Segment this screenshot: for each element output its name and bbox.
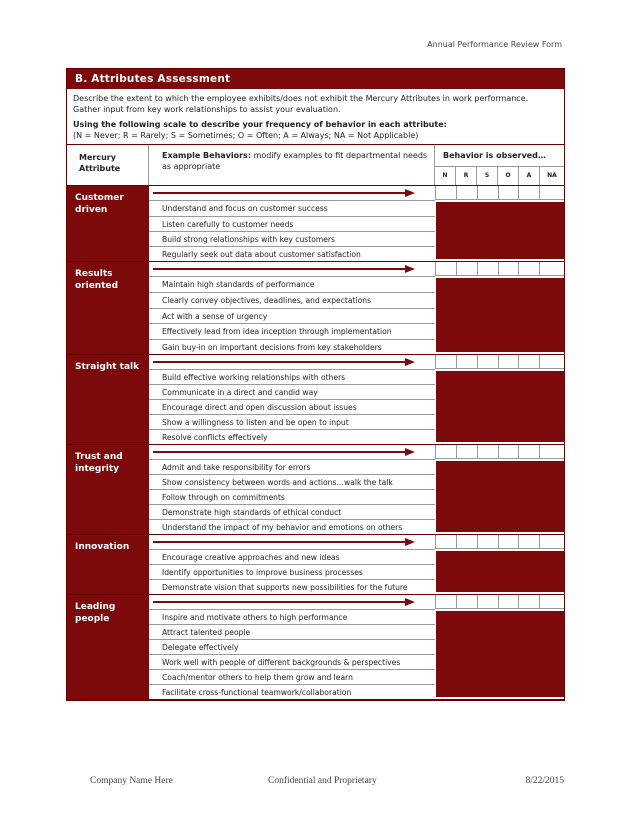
attribute-group: [67, 355, 564, 445]
rating-boxes: [435, 355, 564, 369]
attribute-header-line2: Attribute: [79, 164, 121, 173]
right-arrow-icon: [153, 265, 415, 273]
attribute-groups: [67, 186, 564, 700]
attribute-column-header: [67, 145, 149, 185]
right-arrow-icon: [153, 448, 415, 456]
rating-checkbox-r[interactable]: [456, 262, 477, 276]
rating-shaded-area: [436, 461, 564, 532]
behavior-row: Demonstrate vision that supports new possibilities for the future: [149, 579, 435, 594]
rating-checkbox-n[interactable]: [435, 445, 456, 459]
rating-checkbox-o[interactable]: [498, 186, 519, 200]
rating-checkbox-n[interactable]: [435, 262, 456, 276]
behavior-row: Facilitate cross-functional teamwork/collaboration: [149, 684, 435, 699]
arrow-row: [149, 595, 435, 609]
rating-checkbox-s[interactable]: [477, 186, 498, 200]
rating-area: [435, 355, 564, 444]
attribute-label: Innovation: [67, 535, 149, 594]
behavior-row: Delegate effectively: [149, 639, 435, 654]
form-title: Annual Performance Review Form: [427, 40, 562, 49]
rating-shaded-area: [436, 551, 564, 592]
column-headers: [67, 145, 564, 186]
behavior-row: Maintain high standards of performance: [149, 276, 435, 292]
rating-area: [435, 186, 564, 261]
footer-company: Company Name Here: [90, 776, 173, 786]
attribute-label: Customer driven: [67, 186, 149, 261]
behavior-row: Show a willingness to listen and be open to input: [149, 414, 435, 429]
behaviors-header-label: Example Behaviors:: [162, 151, 252, 160]
scale-header-s: S: [477, 167, 498, 185]
behavior-row: Build strong relationships with key customers: [149, 231, 435, 246]
rating-checkbox-r[interactable]: [456, 595, 477, 609]
rating-checkbox-o[interactable]: [498, 595, 519, 609]
behavior-row: Regularly seek out data about customer satisfaction: [149, 246, 435, 261]
attribute-group: [67, 595, 564, 700]
rating-checkbox-o[interactable]: [498, 355, 519, 369]
scale-legend: (N = Never; R = Rarely; S = Sometimes; O = Often; A = Always; NA = Not Applicable): [73, 130, 419, 140]
rating-checkbox-na[interactable]: [539, 355, 564, 369]
behavior-row: Build effective working relationships with others: [149, 369, 435, 384]
behavior-row: Clearly convey objectives, deadlines, and expectations: [149, 292, 435, 308]
section-title: B. Attributes Assessment: [67, 69, 564, 89]
rating-area: [435, 595, 564, 699]
right-arrow-icon: [153, 538, 415, 546]
rating-checkbox-a[interactable]: [518, 355, 539, 369]
footer-confidential: Confidential and Proprietary: [268, 776, 377, 786]
rating-checkbox-r[interactable]: [456, 186, 477, 200]
rating-checkbox-n[interactable]: [435, 186, 456, 200]
rating-boxes: [435, 445, 564, 459]
attributes-assessment-form: [66, 68, 565, 701]
rating-checkbox-o[interactable]: [498, 445, 519, 459]
observed-header-title: Behavior is observed…: [435, 145, 564, 167]
attribute-label: Results oriented: [67, 262, 149, 354]
rating-shaded-area: [436, 278, 564, 352]
rating-checkbox-o[interactable]: [498, 262, 519, 276]
rating-checkbox-o[interactable]: [498, 535, 519, 549]
arrow-row: [149, 355, 435, 369]
rating-area: [435, 445, 564, 534]
scale-heading: Using the following scale to describe your frequency of behavior in each attribute:: [73, 120, 447, 129]
section-description: Describe the extent to which the employee exhibits/does not exhibit the Mercury Attributes in work performance. Gather input from key work relationships to assist your evaluation.: [73, 94, 529, 114]
behavior-row: Resolve conflicts effectively: [149, 429, 435, 444]
behavior-row: Listen carefully to customer needs: [149, 216, 435, 231]
rating-checkbox-n[interactable]: [435, 595, 456, 609]
behavior-row: Demonstrate high standards of ethical conduct: [149, 504, 435, 519]
behavior-row: Encourage creative approaches and new ideas: [149, 549, 435, 564]
behaviors-column-header: [149, 145, 435, 185]
behaviors-list: [149, 445, 435, 534]
behavior-row: Work well with people of different backgrounds & perspectives: [149, 654, 435, 669]
page-footer: [90, 776, 564, 786]
behaviors-list: [149, 355, 435, 444]
scale-header-a: A: [519, 167, 540, 185]
rating-checkbox-a[interactable]: [518, 595, 539, 609]
rating-checkbox-na[interactable]: [539, 186, 564, 200]
rating-area: [435, 535, 564, 594]
behaviors-list: [149, 595, 435, 699]
right-arrow-icon: [153, 189, 415, 197]
rating-checkbox-a[interactable]: [518, 186, 539, 200]
behavior-row: Follow through on commitments: [149, 489, 435, 504]
behavior-row: Understand the impact of my behavior and emotions on others: [149, 519, 435, 534]
rating-checkbox-r[interactable]: [456, 535, 477, 549]
rating-checkbox-s[interactable]: [477, 355, 498, 369]
footer-date: 8/22/2015: [525, 776, 564, 786]
rating-checkbox-a[interactable]: [518, 262, 539, 276]
behavior-row: Encourage direct and open discussion about issues: [149, 399, 435, 414]
rating-checkbox-na[interactable]: [539, 445, 564, 459]
rating-checkbox-a[interactable]: [518, 535, 539, 549]
behaviors-list: [149, 186, 435, 261]
behaviors-list: [149, 262, 435, 354]
rating-checkbox-na[interactable]: [539, 595, 564, 609]
rating-checkbox-s[interactable]: [477, 445, 498, 459]
behavior-row: Identify opportunities to improve business processes: [149, 564, 435, 579]
attribute-group: [67, 186, 564, 262]
rating-boxes: [435, 595, 564, 609]
rating-boxes: [435, 186, 564, 200]
rating-shaded-area: [436, 611, 564, 697]
rating-area: [435, 262, 564, 354]
rating-checkbox-r[interactable]: [456, 355, 477, 369]
right-arrow-icon: [153, 358, 415, 366]
scale-header: [435, 167, 564, 185]
scale-header-na: NA: [547, 172, 557, 179]
rating-boxes: [435, 262, 564, 276]
rating-checkbox-s[interactable]: [477, 595, 498, 609]
behavior-row: Understand and focus on customer success: [149, 200, 435, 216]
rating-checkbox-n[interactable]: [435, 355, 456, 369]
behaviors-list: [149, 535, 435, 594]
rating-checkbox-a[interactable]: [518, 445, 539, 459]
rating-shaded-area: [436, 371, 564, 442]
attribute-label: Leading people: [67, 595, 149, 699]
behavior-row: Gain buy-in on important decisions from key stakeholders: [149, 339, 435, 354]
observed-column-header: [435, 145, 564, 185]
rating-checkbox-s[interactable]: [477, 262, 498, 276]
rating-checkbox-s[interactable]: [477, 535, 498, 549]
behavior-row: Communicate in a direct and candid way: [149, 384, 435, 399]
rating-checkbox-na[interactable]: [539, 262, 564, 276]
behavior-row: Act with a sense of urgency: [149, 308, 435, 323]
behavior-row: Attract talented people: [149, 624, 435, 639]
behavior-row: Inspire and motivate others to high performance: [149, 609, 435, 624]
rating-checkbox-na[interactable]: [539, 535, 564, 549]
right-arrow-icon: [153, 598, 415, 606]
behavior-row: Admit and take responsibility for errors: [149, 459, 435, 474]
attribute-label: Straight talk: [67, 355, 149, 444]
attribute-header-line1: Mercury: [79, 153, 116, 162]
behavior-row: Effectively lead from idea inception through implementation: [149, 323, 435, 339]
scale-header-r: R: [456, 167, 477, 185]
section-intro: [67, 89, 564, 145]
arrow-row: [149, 262, 435, 276]
rating-checkbox-r[interactable]: [456, 445, 477, 459]
arrow-row: [149, 186, 435, 200]
scale-header-n: N: [435, 167, 456, 185]
rating-checkbox-n[interactable]: [435, 535, 456, 549]
attribute-group: [67, 262, 564, 355]
scale-header-o: O: [498, 167, 519, 185]
arrow-row: [149, 535, 435, 549]
rating-boxes: [435, 535, 564, 549]
attribute-label: Trust and integrity: [67, 445, 149, 534]
attribute-group: [67, 445, 564, 535]
rating-shaded-area: [436, 202, 564, 259]
attribute-group: [67, 535, 564, 595]
arrow-row: [149, 445, 435, 459]
behavior-row: Show consistency between words and actions…walk the talk: [149, 474, 435, 489]
behaviors-header-note: modify examples to fit departmental needs as appropriate: [162, 151, 428, 171]
behavior-row: Coach/mentor others to help them grow and learn: [149, 669, 435, 684]
